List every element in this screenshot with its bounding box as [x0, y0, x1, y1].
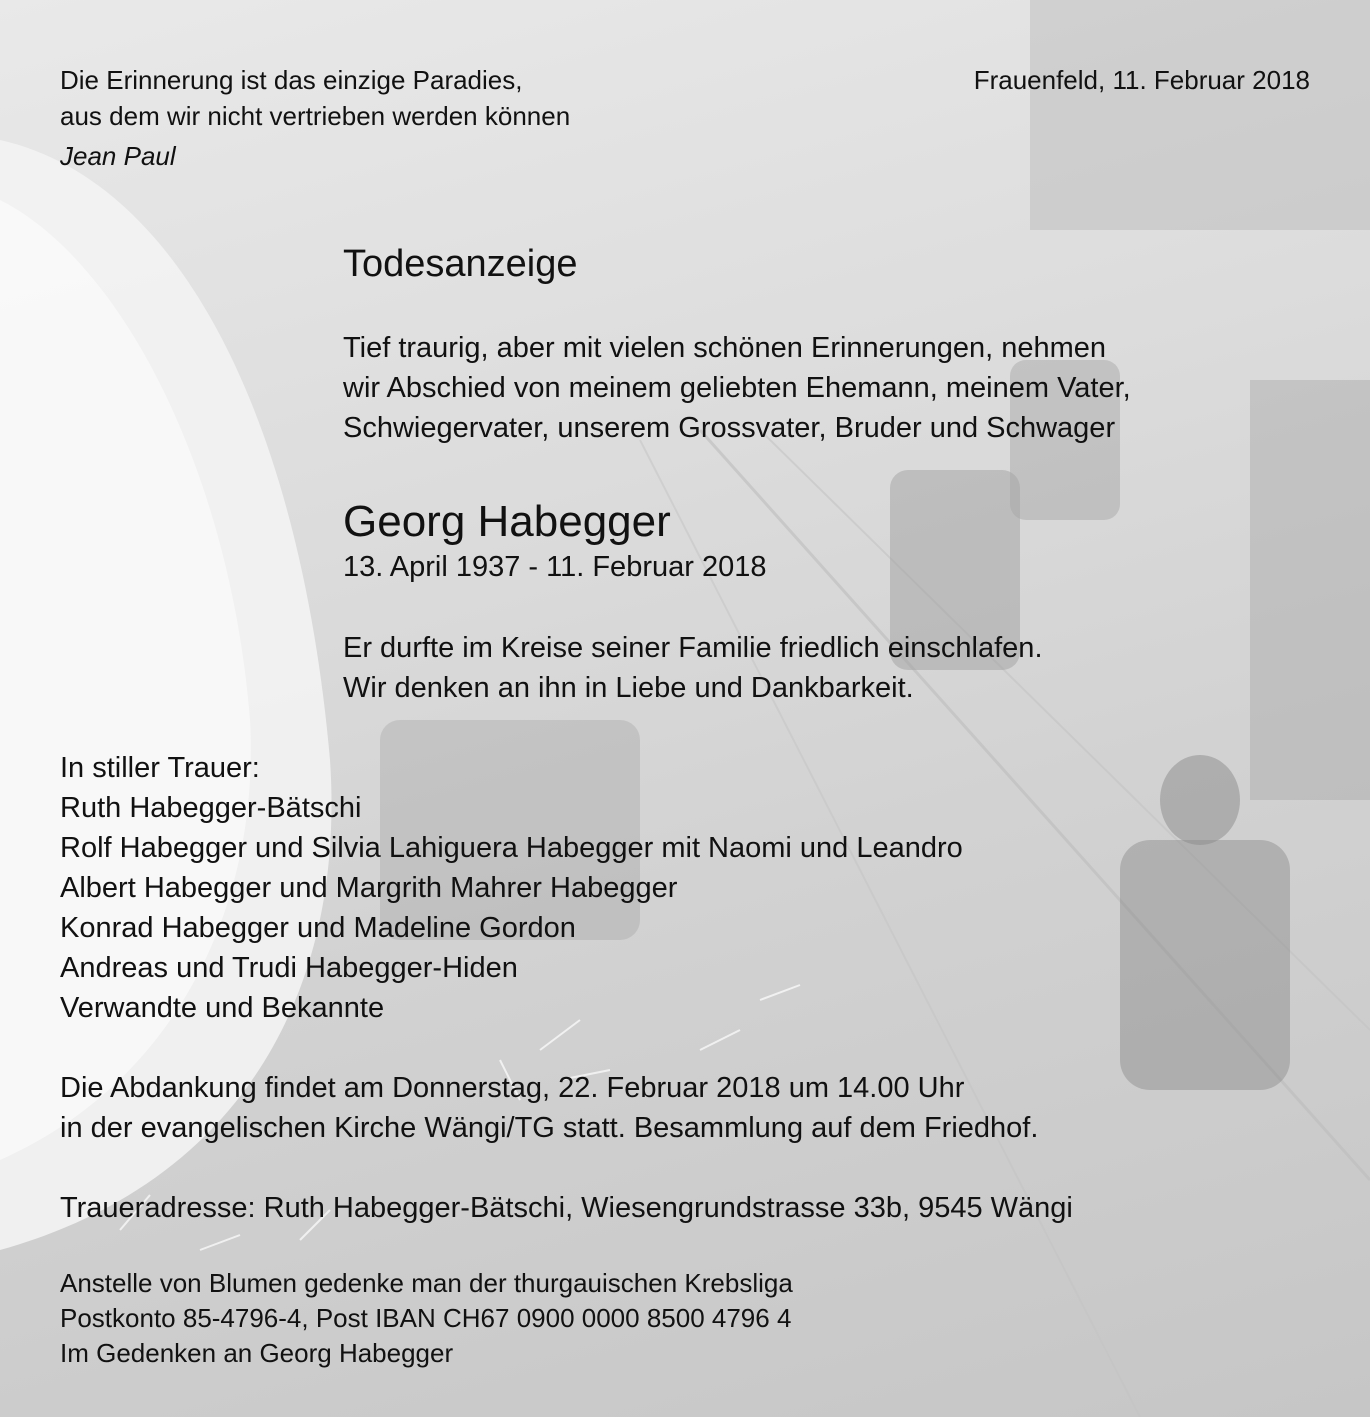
deceased-name: Georg Habegger [343, 497, 671, 546]
intro-line: Tief traurig, aber mit vielen schönen Erinnerungen, nehmen [343, 332, 1107, 364]
intro-line: Schwiegervater, unserem Grossvater, Bruder und Schwager [343, 412, 1116, 444]
passing-text [343, 628, 1043, 708]
intro-line: wir Abschied von meinem geliebten Ehemann, meinem Vater, [343, 372, 1131, 404]
donation-line: Postkonto 85-4796-4, Post IBAN CH67 0900 0000 8500 4796 4 [60, 1303, 792, 1333]
mourners-heading: In stiller Trauer: [60, 752, 260, 784]
quote-author: Jean Paul [60, 141, 176, 171]
donation-line: Im Gedenken an Georg Habegger [60, 1338, 454, 1368]
page-title: Todesanzeige [343, 243, 578, 285]
mourner-entry: Rolf Habegger und Silvia Lahiguera Habegger mit Naomi und Leandro [60, 832, 963, 864]
service-info [60, 1068, 1038, 1148]
quote-line: Die Erinnerung ist das einzige Paradies, [60, 65, 523, 95]
mourner-entry: Andreas und Trudi Habegger-Hiden [60, 952, 518, 984]
deceased-dates: 13. April 1937 - 11. Februar 2018 [343, 551, 767, 583]
intro-text [343, 328, 1131, 448]
mourner-entry: Verwandte und Bekannte [60, 992, 385, 1024]
service-line: Die Abdankung findet am Donnerstag, 22. Februar 2018 um 14.00 Uhr [60, 1072, 965, 1104]
passing-line: Er durfte im Kreise seiner Familie friedlich einschlafen. [343, 632, 1043, 664]
mourning-address: Traueradresse: Ruth Habegger-Bätschi, Wiesengrundstrasse 33b, 9545 Wängi [60, 1192, 1073, 1224]
mourners-list [60, 748, 963, 1028]
passing-line: Wir denken an ihn in Liebe und Dankbarkeit. [343, 672, 914, 704]
quote-line: aus dem wir nicht vertrieben werden können [60, 101, 571, 131]
donation-info [60, 1266, 793, 1371]
mourner-entry: Albert Habegger und Margrith Mahrer Habegger [60, 872, 678, 904]
quote-block [60, 62, 570, 174]
service-line: in der evangelischen Kirche Wängi/TG statt. Besammlung auf dem Friedhof. [60, 1112, 1039, 1144]
mourner-entry: Konrad Habegger und Madeline Gordon [60, 912, 576, 944]
mourner-entry: Ruth Habegger-Bätschi [60, 792, 362, 824]
donation-line: Anstelle von Blumen gedenke man der thurgauischen Krebsliga [60, 1268, 793, 1298]
place-date: Frauenfeld, 11. Februar 2018 [973, 65, 1310, 95]
